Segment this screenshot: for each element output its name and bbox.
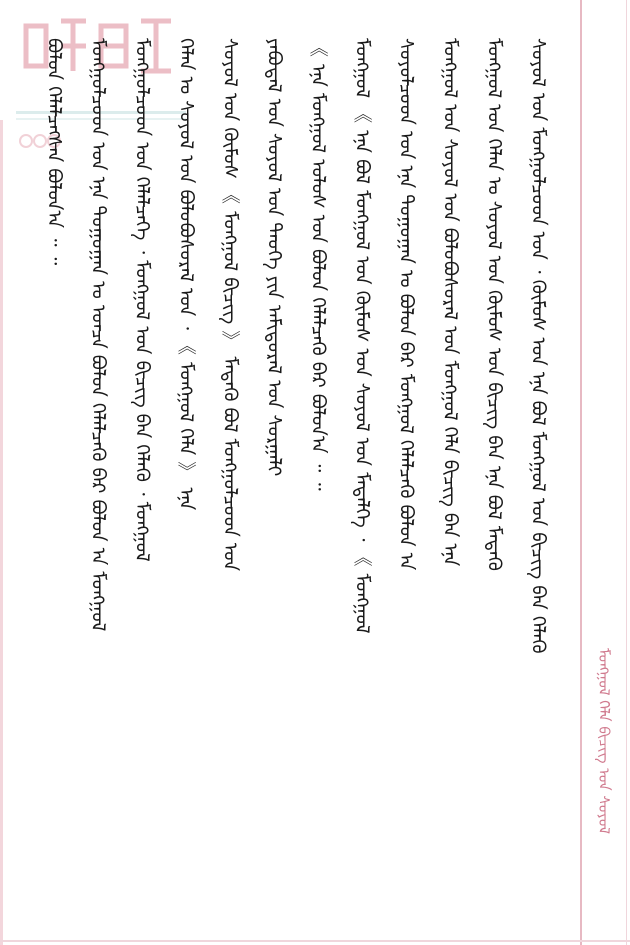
text-column-8: ᠮᠣᠩᠭᠣᠯ 《 ᠡᠨᠡ ᠪᠣᠯ ᠮᠣᠩᠭᠣᠯ ᠤᠨ ᠬᠦᠮᠦᠰ ᠤᠨ ᠰᠣᠶᠣᠯ ᠤᠨ ᠮᠡᠳᠡᠯᠭᠡ ᠂ 《 ᠮᠣᠩᠭᠣᠯ [351,38,373,634]
text-column-11: ᠮᠣᠩᠭᠣᠯ ᠤᠨ ᠬᠡᠯᠡᠨ ᠤ ᠰᠣᠶᠣᠯ ᠤᠨ ᠬᠦᠮᠦᠰ ᠤᠨ ᠪᠢᠴᠢᠭ ᠪᠠᠨ ᠡᠨᠡ ᠪᠣᠯ ᠮᠡᠳᠡᠬᠦ [483,38,505,571]
text-column-6: ᠶᠠᠪᠤᠳᠠᠯ ᠤᠨ ᠰᠣᠶᠣᠯ ᠤᠨ ᠲᠡᠦᠬᠡ ᠶᠢᠨ ᠠᠮᠢᠳᠤᠷᠠᠯ ᠤᠨ ᠰᠤᠷᠭᠠᠯᠢ [263,38,285,477]
frame-line-left [0,120,3,945]
text-column-3: ᠮᠣᠩᠭᠣᠯᠴᠤᠳ ᠤᠨ ᠬᠡᠯᠡᠯᠴᠡᠭᠡ ᠂ ᠮᠣᠩᠭᠣᠯ ᠤᠨ ᠪᠢᠴᠢᠭ ᠪᠠᠨ ᠬᠡᠯᠡᠬᠦ ᠂ ᠮᠣᠩᠭᠣᠯ [131,38,153,562]
text-column-12: ᠰᠣᠶᠣᠯ ᠤᠨ ᠮᠣᠩᠭᠣᠯᠴᠤᠳ ᠤᠨ ᠂ ᠬᠦᠮᠦᠰ ᠤᠨ ᠡᠨᠡ ᠪᠣᠯ ᠮᠣᠩᠭᠣᠯ ᠤᠨ ᠪᠢᠴᠢᠭ ᠪᠠᠨ ᠬᠡᠯᠡᠬᠦ [527,38,549,654]
text-column-4: ᠬᠡᠯᠡᠨ ᠤ ᠰᠣᠶᠣᠯ ᠤᠨ ᠪᠣᠯᠣᠪᠤᠰᠤᠷᠠᠯ ᠤᠨ ᠂ 《 ᠮᠣᠩᠭᠣᠯ ᠬᠡᠯᠡ 》 ᠡᠨᠡ [175,38,197,511]
frame-line-bottom [0,940,630,942]
text-column-2: ᠮᠣᠩᠭᠣᠯᠴᠤᠳ ᠤᠨ ᠡᠨᠡ ᠲᠣᠭᠣᠭᠠᠨ ᠤ ᠣᠨᠴᠠ ᠪᠣᠯᠤᠨ ᠬᠡᠯᠡᠯᠴᠡᠬᠦ ᠪᠡᠷ ᠪᠣᠯᠤᠨ ᠠ ᠮᠣᠩᠭᠣᠯ [87,38,109,632]
text-column-7: 《 ᠡᠨᠡ ᠮᠣᠩᠭᠣᠯ ᠤᠯᠤᠰ ᠤᠨ ᠪᠣᠯᠤᠨ ᠬᠡᠯᠡᠯᠴᠡᠬᠦ ᠪᠡᠷ ᠪᠣᠯᠤᠨ᠎ᠠ ᠃ ᠃ [307,38,329,491]
frame-line-right [580,0,582,945]
side-caption: ᠮᠣᠩᠭᠣᠯ ᠬᠡᠯᠡ ᠪᠢᠴᠢᠭ ᠤᠨ ᠰᠣᠶᠣᠯ [595,648,613,834]
text-column-5: ᠰᠣᠶᠣᠯ ᠤᠨ ᠬᠦᠮᠦᠰ 《 ᠮᠣᠩᠭᠣᠯ ᠪᠢᠴᠢᠭ 》 ᠮᠡᠳᠡᠬᠦ ᠪᠣᠯ ᠮᠣᠩᠭᠣᠯᠴᠤᠳ ᠤᠨ [219,38,241,572]
vertical-text-body [34,38,564,918]
frame-line-right-outer [626,0,627,945]
text-column-10: ᠮᠣᠩᠭᠣᠯ ᠤᠨ ᠰᠣᠶᠣᠯ ᠤᠨ ᠪᠣᠯᠣᠪᠤᠰᠤᠷᠠᠯ ᠤᠨ ᠮᠣᠩᠭᠣᠯ ᠬᠡᠯᠡ ᠪᠢᠴᠢᠭ ᠪᠠᠨ ᠡᠨᠡ [439,38,461,567]
text-column-9: ᠰᠣᠶᠣᠯᠴᠤᠳ ᠤᠨ ᠡᠨᠡ ᠲᠣᠭᠣᠭᠠᠨ ᠤ ᠪᠣᠯᠤᠨ ᠪᠠᠷ ᠮᠣᠩᠭᠣᠯ ᠬᠡᠯᠡᠯᠴᠡᠬᠦ ᠪᠣᠯᠤᠨ ᠠ [395,38,417,571]
text-column-1: ᠪᠣᠯᠤᠨ ᠬᠡᠯᠡᠯᠴᠡᠭ᠌ᠰᠡᠨ ᠪᠣᠯᠤᠨ᠎ᠠ ᠃ ᠃ [43,38,65,266]
